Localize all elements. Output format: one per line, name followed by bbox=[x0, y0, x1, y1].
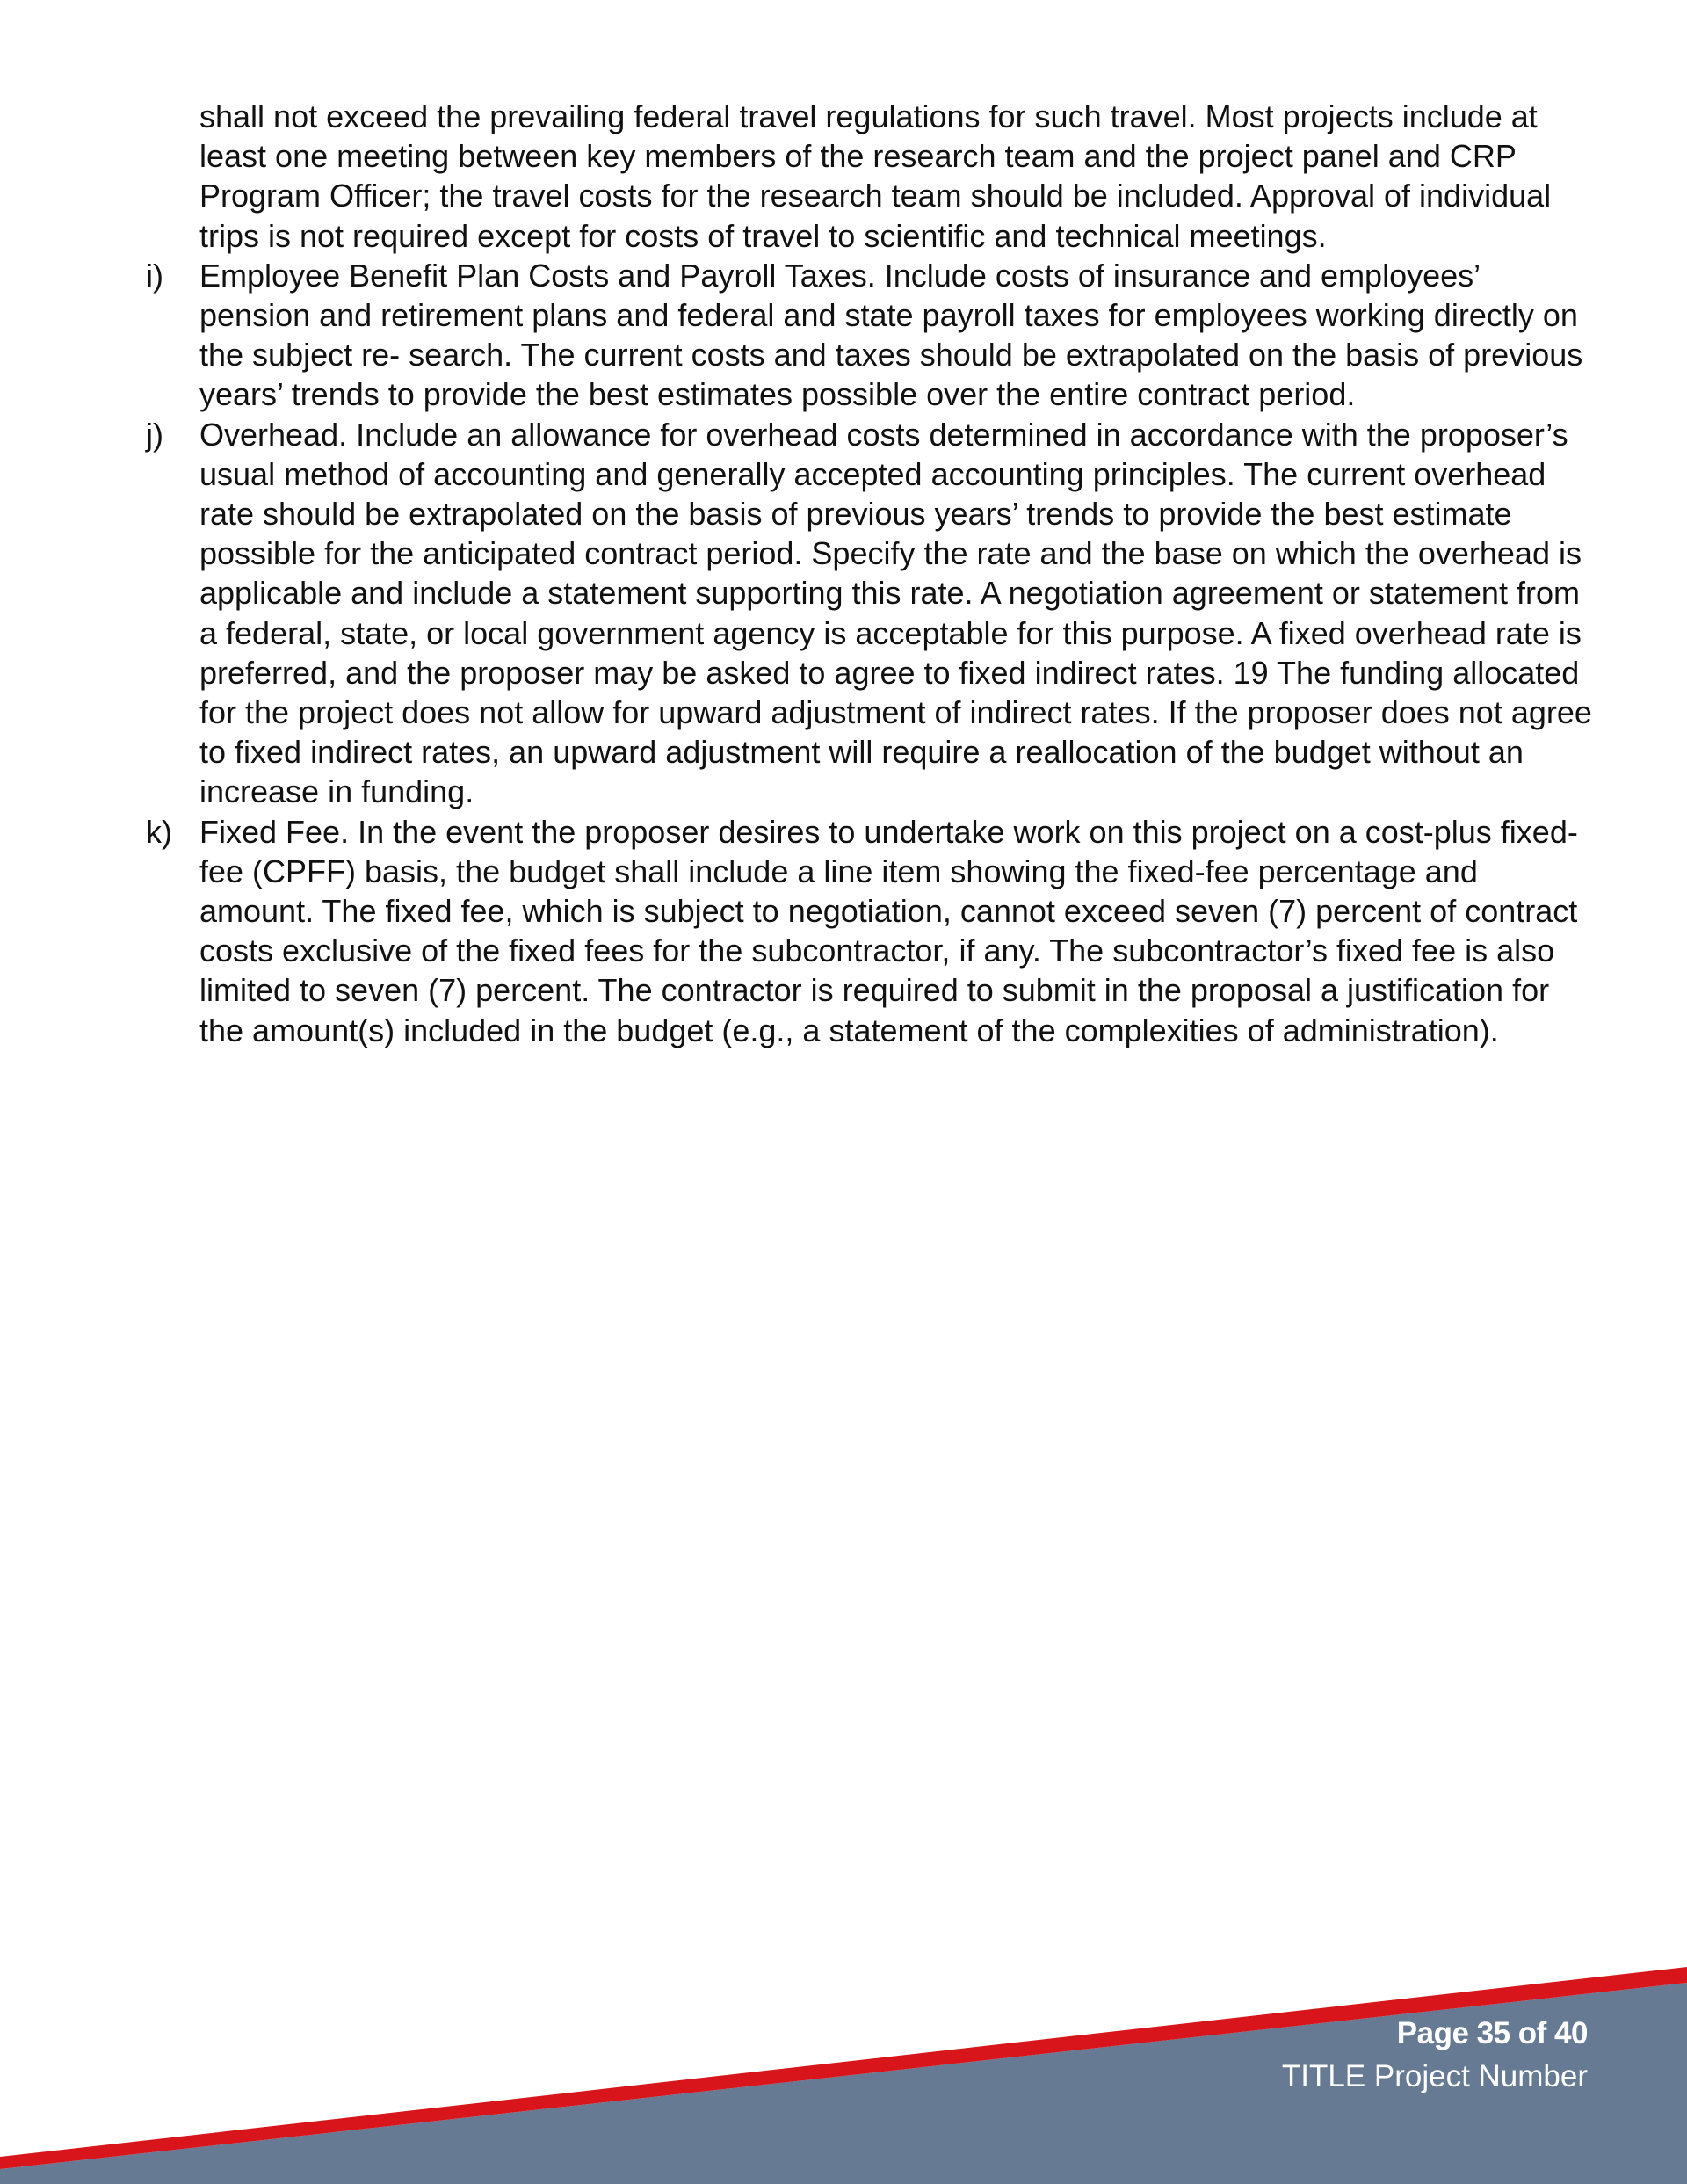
list-item-text: Employee Benefit Plan Costs and Payroll Taxes. Include costs of insurance and employees’ pension and retirement plans and federal and state payroll taxes for employees working directly on the subject re- search. The current costs and taxes should be extrapolated on the basis of previous years’ trends to provide the best estimates possible over the entire contract period. bbox=[199, 257, 1583, 413]
list-marker: i) bbox=[146, 257, 163, 294]
page-footer bbox=[0, 1955, 1687, 2184]
footer-title: TITLE Project Number bbox=[1281, 2059, 1588, 2093]
list-item-j bbox=[146, 415, 1596, 812]
list-marker: k) bbox=[146, 813, 172, 850]
list-item-i bbox=[146, 256, 1596, 415]
continuation-paragraph: shall not exceed the prevailing federal travel regulations for such travel. Most projects include at least one meeting between key members of the research team and the project panel and CRP Program Officer; the travel costs for the research team should be included. Approval of individual trips is not required except for costs of travel to scientific and technical meetings. bbox=[199, 98, 1552, 254]
document-body bbox=[0, 97, 1687, 1050]
list-item-k bbox=[146, 812, 1596, 1050]
page-number: Page 35 of 40 bbox=[1396, 2016, 1588, 2050]
list-item-text: Overhead. Include an allowance for overhead costs determined in accordance with the proposer’s usual method of accounting and generally accepted accounting principles. The current overhead rate should be extrapolated on the basis of previous years’ trends to provide the best estimate possible for the anticipated contract period. Specify the rate and the base on which the overhead is applicable and include a statement supporting this rate. A negotiation agreement or statement from a federal, state, or local government agency is acceptable for this purpose. A fixed overhead rate is preferred, and the proposer may be asked to agree to fixed indirect rates. 19 The funding allocated for the project does not allow for upward adjustment of indirect rates. If the proposer does not agree to fixed indirect rates, an upward adjustment will require a reallocation of the budget without an increase in funding. bbox=[199, 416, 1592, 810]
list-marker: j) bbox=[146, 416, 163, 453]
list-item-text: Fixed Fee. In the event the proposer desires to undertake work on this project on a cost-plus fixed-fee (CPFF) basis, the budget shall include a line item showing the fixed-fee percentage and amount. The fixed fee, which is subject to negotiation, cannot exceed seven (7) percent of contract costs exclusive of the fixed fees for the subcontractor, if any. The subcontractor’s fixed fee is also limited to seven (7) percent. The contractor is required to submit in the proposal a justification for the amount(s) included in the budget (e.g., a statement of the complexities of administration). bbox=[199, 813, 1578, 1048]
